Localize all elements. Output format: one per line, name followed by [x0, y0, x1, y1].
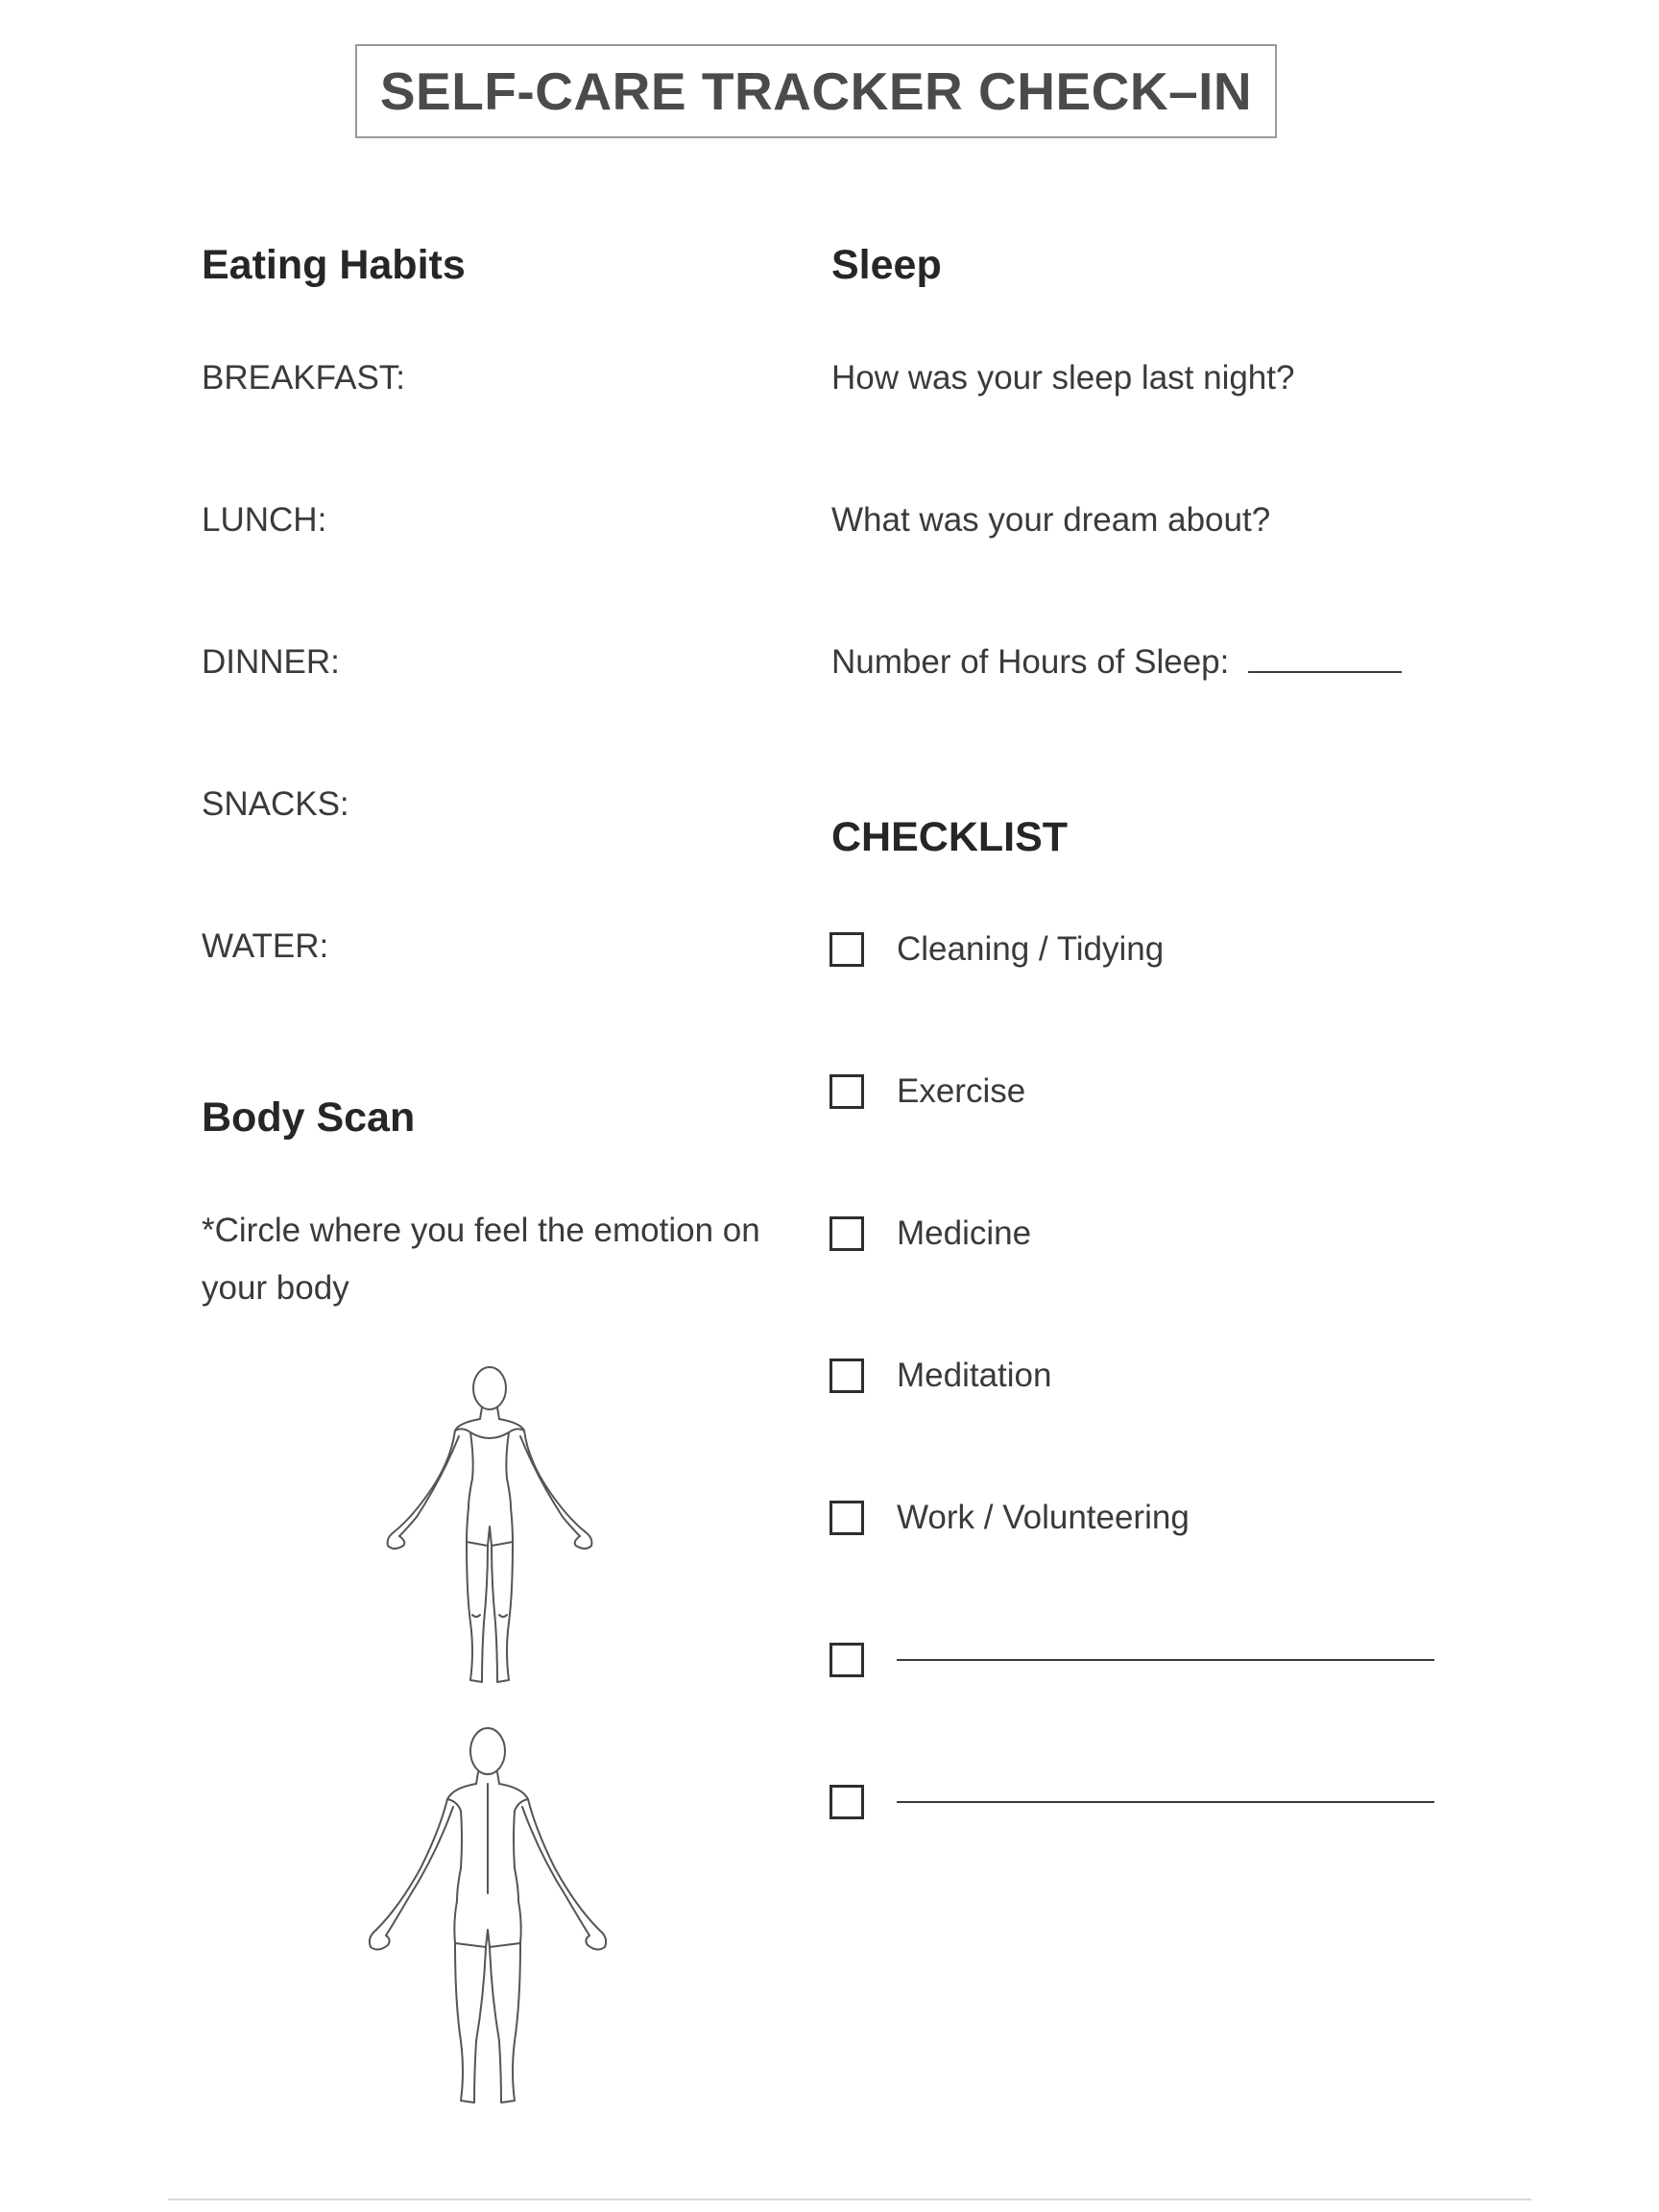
page-title: SELF-CARE TRACKER CHECK–IN	[379, 61, 1253, 121]
body-scan-instruction: *Circle where you feel the emotion on your body	[202, 1212, 760, 1307]
write-in-line[interactable]	[897, 1780, 1434, 1803]
checklist-item-label: Medicine	[897, 1214, 1032, 1252]
eating-habits-heading: Eating Habits	[202, 242, 466, 288]
sleep-hours-label: Number of Hours of Sleep:	[831, 643, 1230, 681]
lunch-label: LUNCH:	[202, 501, 327, 539]
snacks-label: SNACKS:	[202, 785, 349, 823]
checkbox[interactable]	[830, 1358, 864, 1393]
sleep-hours-blank[interactable]	[1248, 671, 1402, 673]
checklist-heading: CHECKLIST	[831, 814, 1069, 860]
checklist-item[interactable]	[830, 1070, 1025, 1114]
body-scan-heading: Body Scan	[202, 1094, 416, 1141]
water-label: WATER:	[202, 927, 329, 965]
dinner-label: DINNER:	[202, 643, 340, 681]
sleep-hours-row	[831, 643, 1402, 682]
checklist-item-label: Meditation	[897, 1357, 1052, 1394]
checklist-item-label: Work / Volunteering	[897, 1499, 1190, 1536]
checklist-item-label: Cleaning / Tidying	[897, 930, 1165, 968]
body-front-icon	[374, 1363, 605, 1690]
sleep-heading: Sleep	[831, 242, 942, 288]
checkbox[interactable]	[830, 1643, 864, 1677]
checklist-item[interactable]	[830, 1496, 1190, 1540]
checkbox[interactable]	[830, 1501, 864, 1535]
checkbox[interactable]	[830, 1074, 864, 1109]
checkbox[interactable]	[830, 1216, 864, 1251]
write-in-line[interactable]	[897, 1638, 1434, 1661]
breakfast-label: BREAKFAST:	[202, 359, 406, 397]
checkbox[interactable]	[830, 932, 864, 967]
checklist-item[interactable]	[830, 1354, 1051, 1398]
checklist-item-blank[interactable]	[830, 1780, 1434, 1824]
checklist-item-label: Exercise	[897, 1072, 1026, 1110]
checkbox[interactable]	[830, 1785, 864, 1819]
sleep-question-quality: How was your sleep last night?	[831, 359, 1295, 397]
body-back-icon	[361, 1724, 614, 2108]
checklist-item[interactable]	[830, 1212, 1031, 1256]
title-box	[355, 44, 1277, 138]
checklist-item[interactable]	[830, 927, 1164, 972]
sleep-question-dream: What was your dream about?	[831, 501, 1271, 539]
checklist-item-blank[interactable]	[830, 1638, 1434, 1682]
bottom-divider	[168, 2199, 1531, 2200]
